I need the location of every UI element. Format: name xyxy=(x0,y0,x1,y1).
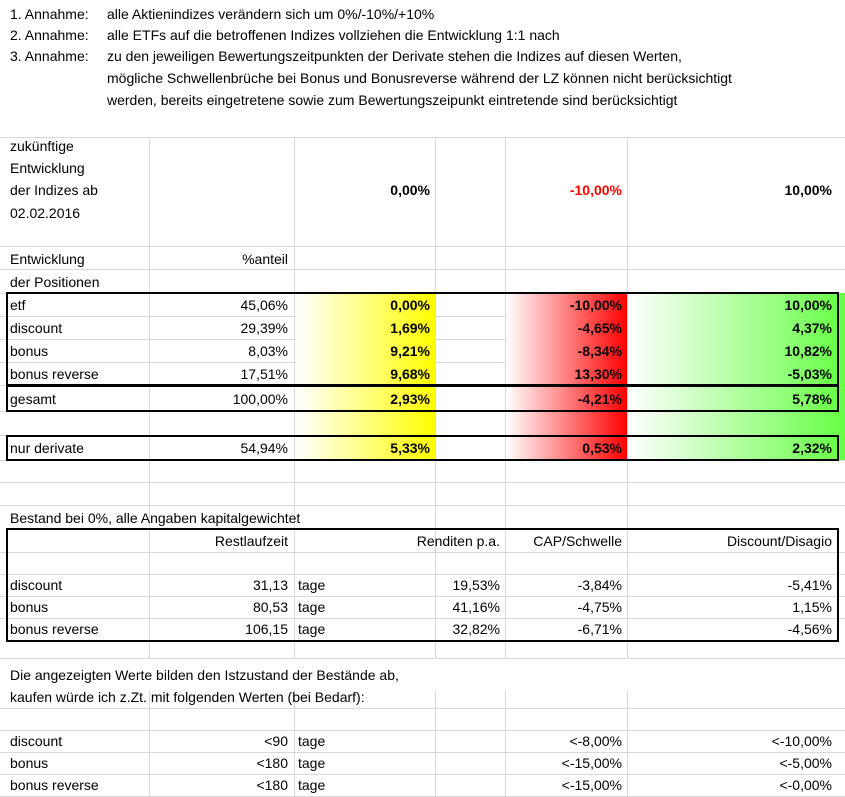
assumption-2-text: alle ETFs auf die betroffenen Indizes vollziehen die Entwicklung 1:1 nach xyxy=(107,27,560,43)
positions-label: der Positionen xyxy=(10,274,100,290)
scenario-header-0: 0,00% xyxy=(390,182,430,198)
buy-name: bonus xyxy=(10,755,49,771)
position-sm10: 13,30% xyxy=(574,366,622,382)
holdings-title: Bestand bei 0%, alle Angaben kapitalgewichtet xyxy=(10,510,301,526)
gridline xyxy=(0,246,845,247)
position-sm10: -8,34% xyxy=(577,343,622,359)
assumption-3-continuation: mögliche Schwellenbrüche bei Bonus und Bonusreverse während der LZ können nicht berücksichtigt xyxy=(107,70,732,86)
position-share: 17,51% xyxy=(240,366,288,382)
derivatives-s0: 5,33% xyxy=(390,440,430,456)
position-name: bonus reverse xyxy=(10,366,99,382)
holding-remaining: 31,13 xyxy=(252,577,288,593)
index-dev-label: der Indizes ab xyxy=(10,182,98,198)
derivatives-sm10: 0,53% xyxy=(582,440,622,456)
gridline xyxy=(0,752,845,753)
scenario-header-minus10: -10,00% xyxy=(569,182,622,198)
position-sp10: -5,03% xyxy=(787,366,832,382)
gridline xyxy=(0,505,845,506)
derivatives-box xyxy=(6,435,839,461)
holding-name: bonus reverse xyxy=(10,621,99,637)
position-sp10: 4,37% xyxy=(792,320,832,336)
position-share: 29,39% xyxy=(240,320,288,336)
gridline xyxy=(0,482,845,483)
position-s0: 0,00% xyxy=(390,297,430,313)
position-share: 45,06% xyxy=(240,297,288,313)
header-remaining: Restlaufzeit xyxy=(214,533,288,549)
holding-cap: -6,71% xyxy=(577,621,622,637)
position-name: bonus xyxy=(10,343,49,359)
position-share: 8,03% xyxy=(248,343,288,359)
positions-label: Entwicklung xyxy=(10,251,85,267)
position-sm10: -4,65% xyxy=(577,320,622,336)
gridline xyxy=(435,690,436,797)
position-sm10: -10,00% xyxy=(569,297,622,313)
assumption-3-number: 3. Annahme: xyxy=(10,48,89,64)
total-s0: 2,93% xyxy=(390,391,430,407)
derivatives-share: 54,94% xyxy=(240,440,288,456)
total-sp10: 5,78% xyxy=(792,391,832,407)
holding-yield: 41,16% xyxy=(452,599,500,615)
total-sm10: -4,21% xyxy=(577,391,622,407)
holding-discount: 1,15% xyxy=(792,599,832,615)
holding-yield: 32,82% xyxy=(452,621,500,637)
gridline xyxy=(0,658,845,659)
holding-unit: tage xyxy=(298,577,326,593)
buy-name: bonus reverse xyxy=(10,777,99,793)
derivatives-sp10: 2,32% xyxy=(792,440,832,456)
index-dev-label: Entwicklung xyxy=(10,160,85,176)
buy-cap: <-15,00% xyxy=(561,755,622,771)
buy-discount: <-0,00% xyxy=(779,777,832,793)
index-dev-label: zukünftige xyxy=(10,138,74,154)
total-box xyxy=(6,385,839,412)
derivatives-name: nur derivate xyxy=(10,440,84,456)
total-name: gesamt xyxy=(10,391,56,407)
position-sp10: 10,82% xyxy=(784,343,832,359)
header-yield: Renditen p.a. xyxy=(416,533,500,549)
index-dev-label: 02.02.2016 xyxy=(10,205,81,221)
gridline xyxy=(294,690,295,797)
holding-cap: -4,75% xyxy=(577,599,622,615)
holding-unit: tage xyxy=(298,621,326,637)
positions-box xyxy=(6,292,839,386)
gridline xyxy=(0,137,845,138)
holding-cap: -3,84% xyxy=(577,577,622,593)
holding-remaining: 80,53 xyxy=(252,599,288,615)
buy-cap: <-8,00% xyxy=(569,733,622,749)
buy-discount: <-10,00% xyxy=(771,733,832,749)
buy-unit: tage xyxy=(298,777,326,793)
buy-cap: <-15,00% xyxy=(561,777,622,793)
holding-remaining: 106,15 xyxy=(245,621,288,637)
position-s0: 1,69% xyxy=(390,320,430,336)
holding-discount: -5,41% xyxy=(787,577,832,593)
holding-name: bonus xyxy=(10,599,49,615)
buy-intro: Die angezeigten Werte bilden den Istzustand der Bestände ab, xyxy=(10,667,399,683)
holding-unit: tage xyxy=(298,599,326,615)
assumption-3-continuation: werden, bereits eingetretene sowie zum Bewertungszeipunkt eintretende sind berücksichtigt xyxy=(107,92,678,108)
assumption-3-text: zu den jeweiligen Bewertungszeitpunkten der Derivate stehen die Indizes auf diesen Werten, xyxy=(107,48,682,64)
position-s0: 9,68% xyxy=(390,366,430,382)
buy-remaining: <90 xyxy=(264,733,288,749)
gridline xyxy=(0,774,845,775)
buy-unit: tage xyxy=(298,733,326,749)
buy-remaining: <180 xyxy=(256,755,288,771)
share-header: %anteil xyxy=(242,251,288,267)
assumption-1-number: 1. Annahme: xyxy=(10,6,89,22)
scenario-header-plus10: 10,00% xyxy=(784,182,832,198)
position-name: discount xyxy=(10,320,63,336)
position-name: etf xyxy=(10,297,26,313)
assumption-1-text: alle Aktienindizes verändern sich um 0%/-10%/+10% xyxy=(107,6,435,22)
gridline xyxy=(0,708,845,709)
buy-discount: <-5,00% xyxy=(779,755,832,771)
header-cap: CAP/Schwelle xyxy=(533,533,622,549)
buy-intro: kaufen würde ich z.Zt. mit folgenden Werten (bei Bedarf): xyxy=(10,689,365,705)
gridline xyxy=(0,269,845,270)
buy-name: discount xyxy=(10,733,63,749)
position-sp10: 10,00% xyxy=(784,297,832,313)
total-share: 100,00% xyxy=(232,391,288,407)
position-s0: 9,21% xyxy=(390,343,430,359)
gridline xyxy=(0,730,845,731)
assumption-2-number: 2. Annahme: xyxy=(10,27,89,43)
header-discount: Discount/Disagio xyxy=(726,533,832,549)
holding-name: discount xyxy=(10,577,63,593)
buy-remaining: <180 xyxy=(256,777,288,793)
buy-unit: tage xyxy=(298,755,326,771)
holding-yield: 19,53% xyxy=(452,577,500,593)
holding-discount: -4,56% xyxy=(787,621,832,637)
